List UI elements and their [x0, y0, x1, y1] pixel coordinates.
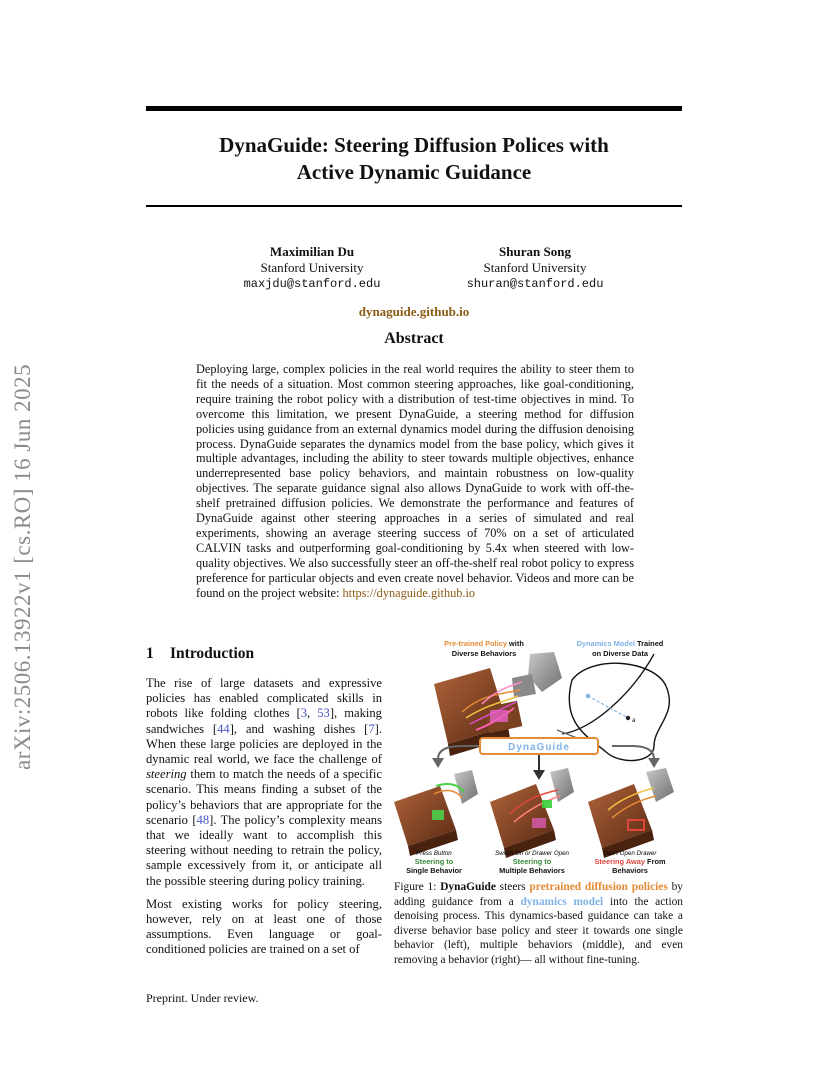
citation-link[interactable]: 44	[217, 721, 230, 736]
panel-2-label-line-1: Steering to	[512, 857, 552, 866]
pretrained-policy-sublabel: Diverse Behaviors	[451, 649, 517, 658]
author-email[interactable]: shuran@stanford.edu	[466, 277, 604, 291]
dynamics-model-sublabel: on Diverse Data	[592, 649, 648, 658]
dynaguide-banner-label: DynaGuide	[508, 742, 570, 753]
figure-1	[392, 634, 682, 880]
panel-3-label-line-2: Behaviors	[612, 866, 648, 875]
figure-1-illustration	[392, 634, 682, 880]
panel-3-caption: Don’t Open Drawer	[603, 850, 657, 857]
citation-link[interactable]: 7	[368, 721, 375, 736]
panel-2-caption: Switch On or Drawer Open	[495, 850, 569, 857]
scene-single-behavior	[394, 770, 478, 856]
panel-1-label-line-1: Steering to	[414, 857, 454, 866]
author-name: Maximilian Du	[269, 244, 355, 259]
arxiv-sidebar	[4, 300, 44, 770]
figure-1-caption: Figure 1: DynaGuide steers pretrained diffusion policies by adding guidance from a dynamics model into the action denoising process. This dynamics-based guidance can take a diverse behavior base policy and steer it towards one single behavior (left), multiple behaviors (middle), and even removing a behavior (right)— all without fine-tuning.	[394, 881, 684, 966]
section-title: Introduction	[170, 645, 255, 662]
section-heading	[146, 645, 254, 663]
paper-title	[146, 132, 682, 186]
panel-2-label-line-2: Multiple Behaviors	[499, 866, 565, 875]
panel-1-caption: Press Button	[416, 850, 452, 857]
scene-multiple-behaviors	[490, 768, 574, 858]
panel-1-label-line-2: Single Behavior	[406, 866, 462, 875]
caption-method-name: DynaGuide	[440, 881, 496, 893]
scene-steering-away	[588, 768, 674, 858]
citation-link[interactable]: 3	[300, 706, 308, 721]
section-number: 1	[146, 645, 154, 662]
intro-text	[146, 676, 382, 966]
abstract-text: Deploying large, complex policies in the real world requires the ability to steer them to fit the needs of a situation. Most common steering approaches, like goal-conditioning, require training the robot policy with a distribution of test-time objectives in mind. To overcome this limitation, we present DynaGuide, a steering method for diffusion policies using guidance from an external dynamics model during the diffusion denoising process. DynaGuide separates the dynamics model from the base policy, which gives it multiple advantages, including the ability to steer towards multiple objectives, enhance underrepresented base policy behaviors, and maintain robustness on low-quality objectives. The separate guidance signal also allows DynaGuide to work with off-the-shelf pretrained diffusion policies. We demonstrate the performance and features of DynaGuide against other steering approaches in a series of simulated and real experiments, showing an average steering success of 70% on a set of articulated CALVIN tasks and outperforming goal-conditioning by 5.4x when steered with low-quality objectives. We also successfully steer an off-the-shelf real robot policy to express preference for particular objects and even create novel behavior. Videos and more can be found on the project website:	[196, 362, 634, 600]
author-block-2	[405, 244, 665, 292]
arxiv-identifier: arXiv:2506.13922v1 [cs.RO] 16 Jun 2025	[10, 363, 35, 770]
author-name: Shuran Song	[499, 244, 571, 259]
abstract-website-link[interactable]: https://dynaguide.github.io	[342, 585, 476, 600]
pretrained-policy-label: Pre-trained Policy with	[444, 639, 524, 648]
citation-link[interactable]: 53	[317, 706, 330, 721]
author-email[interactable]: maxjdu@stanford.edu	[243, 277, 381, 291]
page-footer: Preprint. Under review.	[146, 991, 259, 1005]
abstract-heading: Abstract	[384, 330, 444, 347]
intro-paragraph-1: The rise of large datasets and expressive policies has enabled complicated skills in robots like folding clothes [3, 53], making sandwiches [44], and washing dishes [7]. When these large policies are deployed in the dynamic real world, we face the challenge of steering them to match the needs of a specific scenario. This means finding a subset of the policy’s behaviors that are appropriate for the scenario [48]. The policy’s complexity means that we ideally want to accomplish this steering without needing to retrain the policy, sample excessively from it, or anticipate all the possible steering during policy training.	[146, 676, 382, 888]
abstract-body	[196, 362, 634, 601]
author-affiliation: Stanford University	[260, 260, 364, 275]
dynamics-model-label: Dynamics Model Trained	[576, 639, 664, 648]
title-bottom-rule	[146, 205, 682, 207]
author-affiliation: Stanford University	[483, 260, 587, 275]
title-line-1: DynaGuide: Steering Diffusion Polices with	[219, 133, 609, 157]
title-top-rule	[146, 106, 682, 111]
title-line-2: Active Dynamic Guidance	[296, 160, 532, 184]
citation-link[interactable]: 48	[196, 812, 210, 827]
author-block-1	[182, 244, 442, 292]
point-label: a	[632, 717, 636, 724]
intro-paragraph-2: Most existing works for policy steering, however, rely on at least one of those assumptions. Even language or goal-conditioned policies are trained on a set of	[146, 896, 382, 957]
panel-3-label-line-1: Steering Away From	[594, 857, 666, 866]
project-website-link[interactable]: dynaguide.github.io	[358, 304, 470, 319]
